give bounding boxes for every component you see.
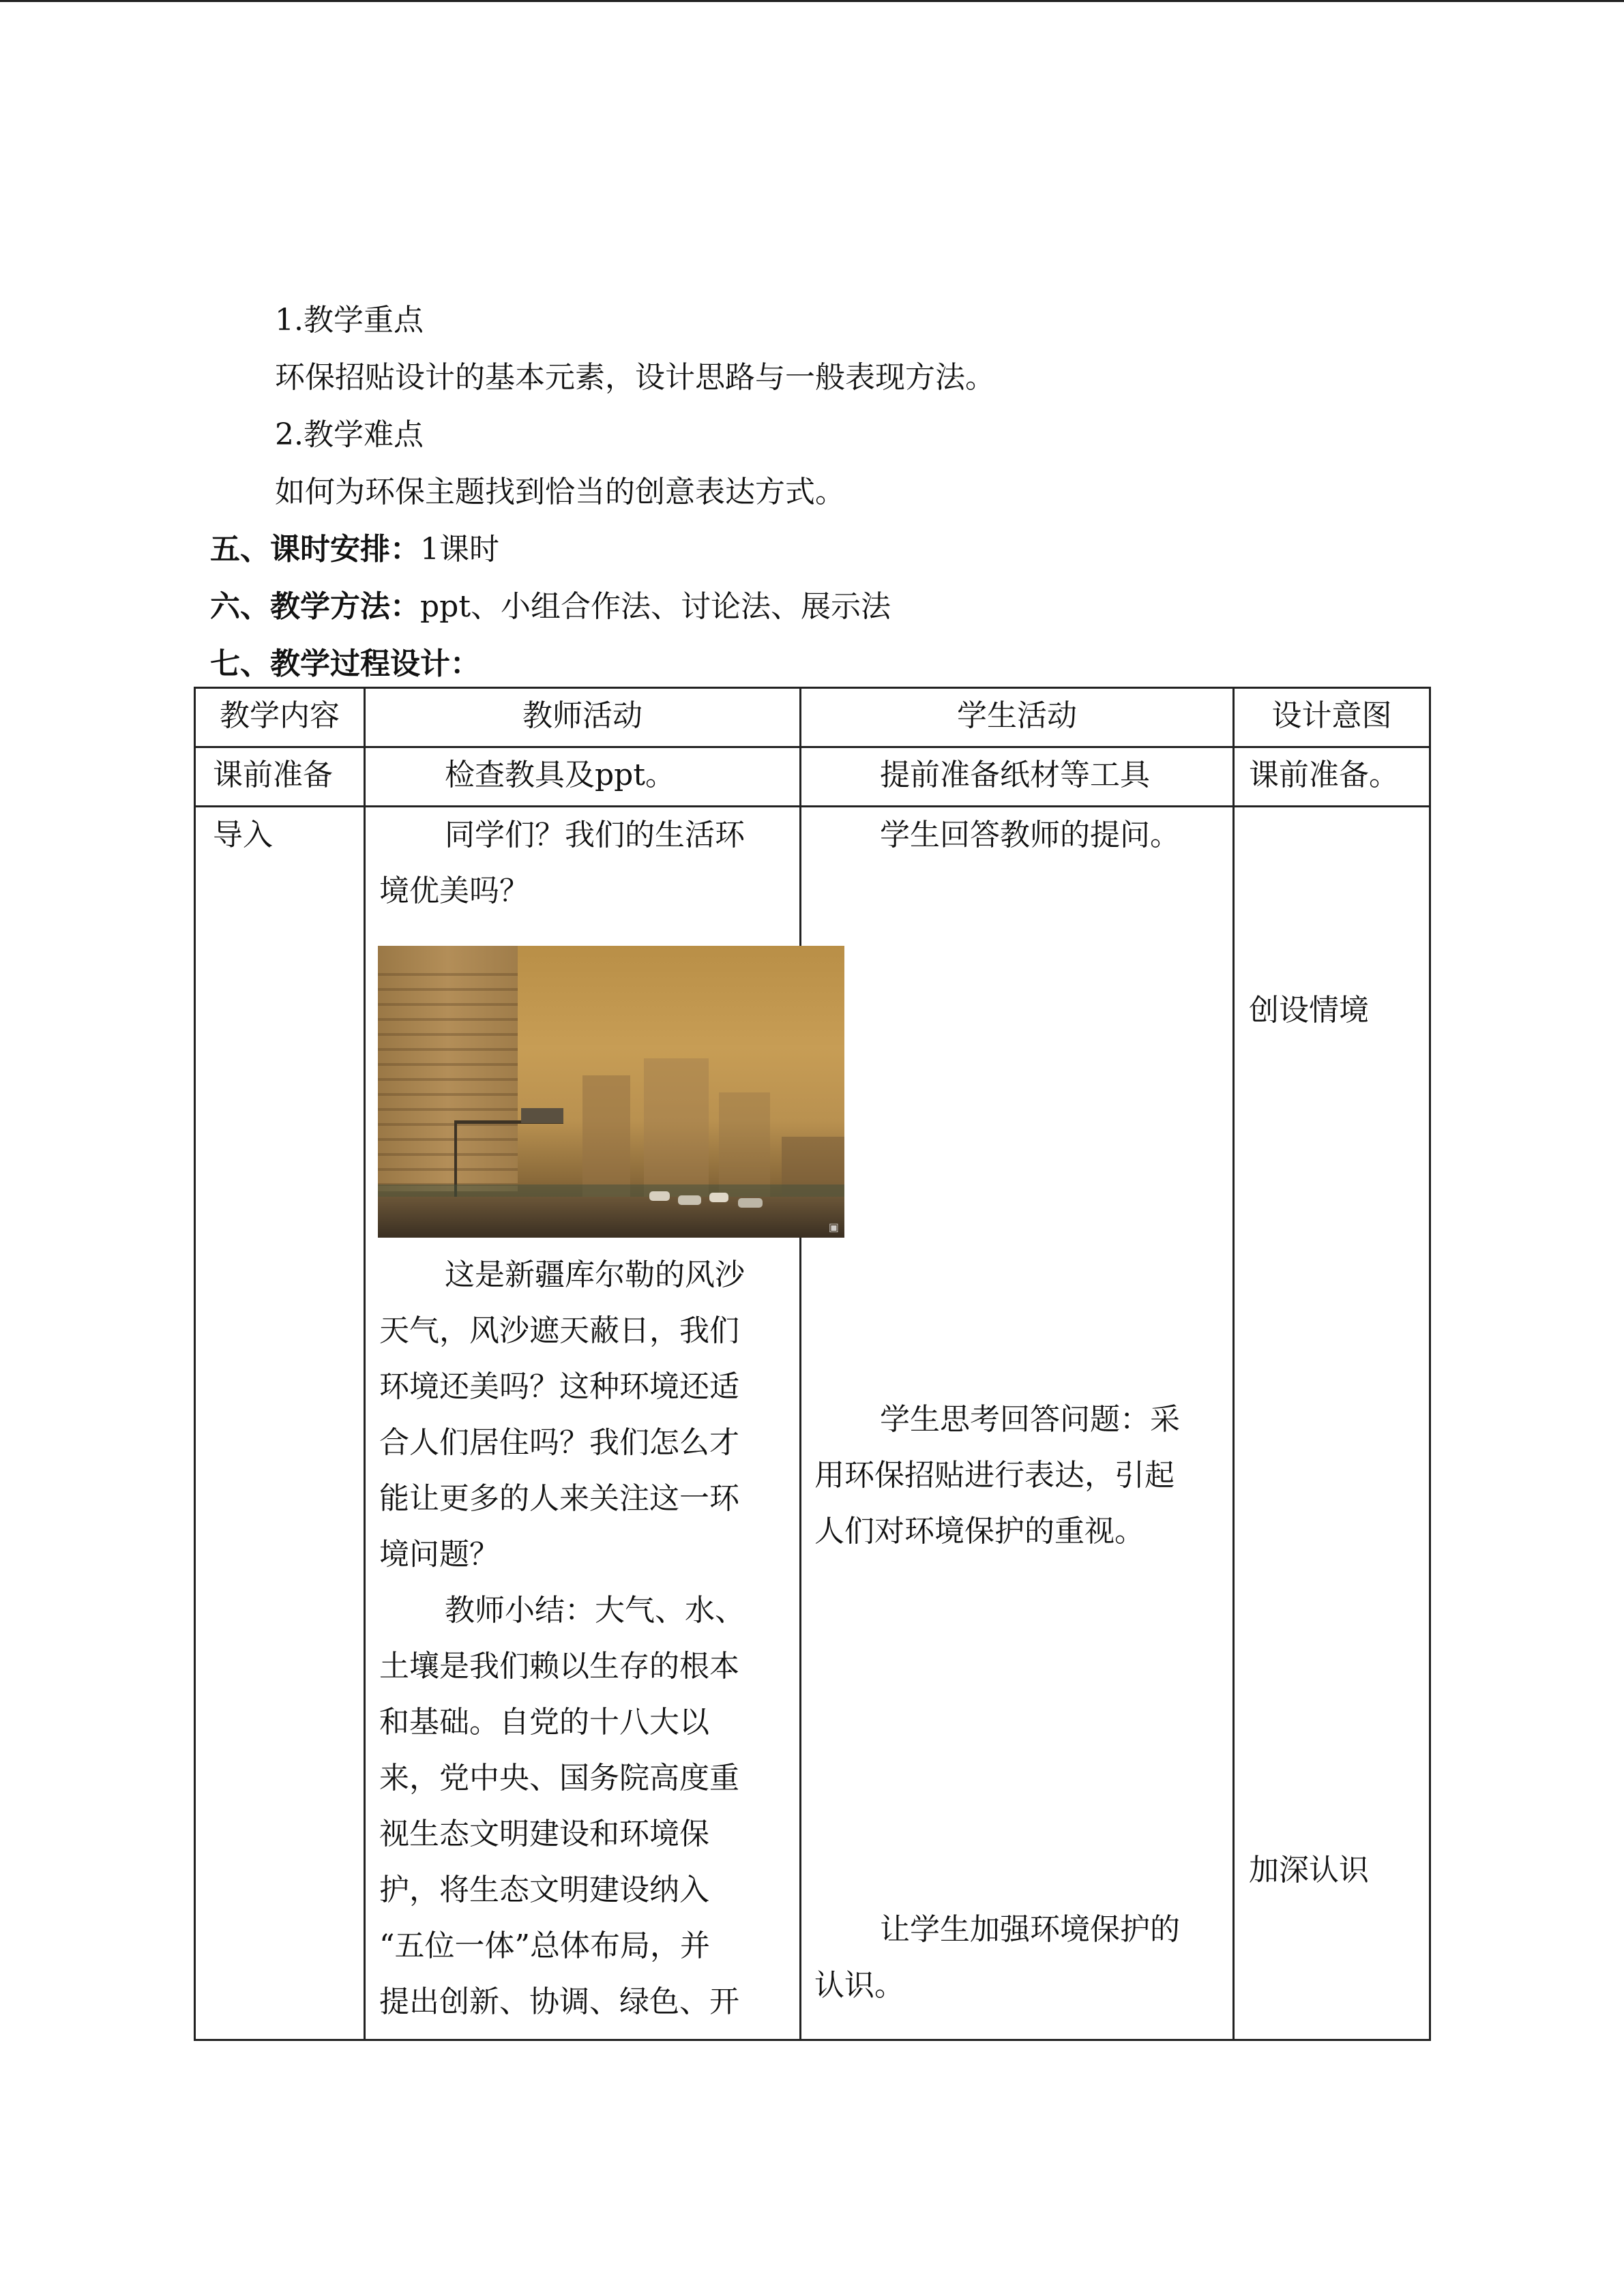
building-left-windows: [378, 973, 518, 1191]
focus-text: 环保招贴设计的基本元素，设计思路与一般表现方法。: [275, 360, 995, 395]
teacher-line: 护，将生态文明建设纳入: [379, 1873, 709, 1907]
intro-student-answer: 学生回答教师的提问。: [880, 818, 1180, 852]
student-line: 人们对环境保护的重视。: [814, 1514, 1145, 1549]
teacher-line: 环境还美吗？这种环境还适: [379, 1369, 739, 1404]
section-process: [210, 644, 480, 685]
table-border-right: [1429, 687, 1431, 2041]
table-border-left: [194, 687, 196, 2041]
student-line: 认识。: [814, 1968, 904, 2003]
intro-teacher-summary: [379, 1583, 745, 2030]
teacher-line: 来，党中央、国务院高度重: [379, 1761, 739, 1795]
teacher-line: “五位一体”总体布局，并: [379, 1928, 710, 1963]
teacher-line: 天气，风沙遮天蔽日，我们: [379, 1313, 739, 1348]
car: [649, 1191, 670, 1201]
section-schedule: [210, 529, 499, 570]
teacher-line: 能让更多的人来关注这一环: [379, 1481, 739, 1516]
teacher-line: 视生态文明建设和环境保: [379, 1817, 709, 1851]
section-methods-value: ppt、小组合作法、讨论法、展示法: [420, 589, 891, 624]
prep-content: 课前准备: [213, 758, 333, 792]
table-border-bottom: [194, 2039, 1431, 2041]
difficulty-heading: 2.教学难点: [275, 417, 424, 452]
prep-teacher: 检查教具及ppt。: [445, 758, 676, 792]
teacher-line: 境问题？: [379, 1537, 499, 1572]
teacher-line: 同学们？我们的生活环: [445, 818, 745, 852]
prep-intent: 课前准备。: [1249, 758, 1399, 792]
hedge-row: [378, 1184, 844, 1197]
lesson-process-table: [194, 687, 1431, 2041]
table-col-rule-1: [364, 687, 366, 2041]
student-line: 让学生加强环境保护的: [880, 1912, 1180, 1947]
teacher-line: 和基础。自党的十八大以: [379, 1705, 709, 1740]
road: [378, 1197, 844, 1238]
table-col-rule-3: [1232, 687, 1235, 2041]
page-top-rule: [0, 0, 1624, 2]
intro-student-think: [814, 1392, 1180, 1560]
intro-student-awareness: [814, 1902, 1180, 2014]
intro-teacher-sandstorm: [379, 1247, 745, 1583]
difficulty-text: 如何为环保主题找到恰当的创意表达方式。: [275, 475, 845, 509]
section-schedule-label: 五、课时安排：: [210, 532, 420, 567]
prep-student: 提前准备纸材等工具: [880, 758, 1150, 792]
teacher-line: 提出创新、协调、绿色、开: [379, 1984, 739, 2019]
section-schedule-value: 1课时: [420, 532, 499, 567]
focus-heading: 1.教学重点: [275, 303, 424, 338]
intro-content: 导入: [213, 818, 273, 852]
table-border-top: [194, 687, 1431, 689]
table-rule-header: [194, 746, 1431, 748]
section-methods: [210, 586, 891, 627]
teacher-line: 土壤是我们赖以生存的根本: [379, 1649, 739, 1684]
student-line: 用环保招贴进行表达，引起: [814, 1458, 1175, 1493]
intro-intent-deepen: 加深认识: [1249, 1853, 1369, 1888]
car: [709, 1193, 728, 1202]
student-line: 学生思考回答问题：采: [880, 1402, 1180, 1437]
intro-teacher-question: [379, 807, 745, 919]
header-intent: 设计意图: [1271, 698, 1392, 733]
sandstorm-photo: [378, 946, 844, 1238]
signal-board: [521, 1108, 563, 1123]
teacher-line: 教师小结：大气、水、: [445, 1593, 745, 1628]
header-teacher: 教师活动: [522, 698, 643, 733]
teacher-line: 合人们居住吗？我们怎么才: [379, 1425, 739, 1460]
header-content: 教学内容: [220, 698, 340, 733]
car: [738, 1198, 763, 1208]
photo-watermark-icon: ▣: [828, 1221, 839, 1234]
teacher-line: 这是新疆库尔勒的风沙: [445, 1257, 745, 1292]
car: [678, 1195, 701, 1205]
teacher-line: 境优美吗？: [379, 874, 529, 908]
section-process-label: 七、教学过程设计：: [210, 646, 480, 681]
intro-intent-situation: 创设情境: [1249, 993, 1369, 1028]
table-col-rule-2: [799, 687, 801, 2041]
section-methods-label: 六、教学方法：: [210, 589, 420, 624]
header-student: 学生活动: [957, 698, 1077, 733]
